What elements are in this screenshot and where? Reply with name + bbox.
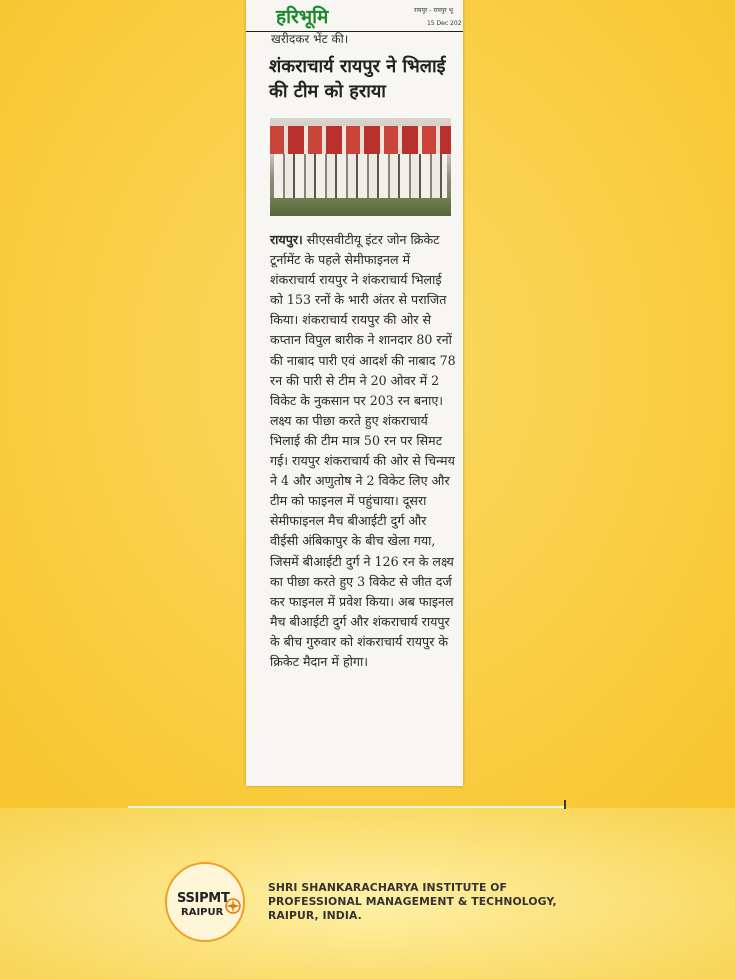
divider-line	[128, 806, 565, 808]
article-body	[270, 230, 456, 672]
institute-name-line-1: SHRI SHANKARACHARYA INSTITUTE OF	[268, 881, 508, 894]
article-text: सीएसवीटीयू इंटर जोन क्रिकेट टूर्नामेंट के पहले सेमीफाइनल में शंकराचार्य रायपुर ने शंकराचार्य भिलाई को 153 रनों के भारी अंतर से पराजित किया। शंकराचार्य रायपुर की ओर से कप्तान विपुल बारीक ने शानदार 80 रनों की नाबाद पारी एवं आदर्श की नाबाद 78 रन की पारी से टीम ने 20 ओवर में 2 विकेट के नुकसान पर 203 रन बनाए। लक्ष्य का पीछा करते हुए शंकराचार्य भिलाई की टीम मात्र 50 रन पर सिमट गई। रायपुर शंकराचार्य की ओर से चिन्मय ने 4 और अणुतोष ने 2 विकेट लिए और टीम को फाइनल में पहुंचाया। दूसरा सेमीफाइनल मैच बीआईटी दुर्ग और वीईसी अंबिकापुर के बीच खेला गया, जिसमें बीआईटी दुर्ग ने 126 रन के लक्ष्य का पीछा करते हुए 3 विकेट से जीत दर्ज कर फाइनल में प्रवेश किया। अब फाइनल मैच बीआईटी दुर्ग और शंकराचार्य रायपुर के बीच गुरुवार को शंकराचार्य रायपुर के क्रिकेट मैदान में होगा।	[270, 232, 456, 669]
previous-article-line: खरीदकर भेंट की।	[271, 32, 349, 46]
divider-tick	[564, 800, 566, 809]
lamp-emblem-icon	[224, 897, 242, 915]
team-photo	[270, 118, 451, 216]
article-dateline: रायपुर।	[270, 232, 303, 247]
newspaper-edition: रायपुर - रायपुर भू	[414, 7, 453, 14]
institute-name-line-3: RAIPUR, INDIA.	[268, 909, 362, 922]
newspaper-clipping[interactable]	[246, 0, 463, 786]
institute-name	[268, 881, 588, 923]
logo-subtitle: RAIPUR	[181, 907, 224, 918]
article-headline: शंकराचार्य रायपुर ने भिलाई की टीम को हराया	[269, 56, 446, 102]
newspaper-date: 15 Dec 202	[427, 20, 462, 27]
photo-players	[274, 154, 447, 198]
newspaper-masthead	[246, 0, 463, 32]
photo-banner	[270, 126, 451, 154]
photo-ground	[270, 198, 451, 216]
institute-name-line-2: PROFESSIONAL MANAGEMENT & TECHNOLOGY,	[268, 895, 557, 908]
logo-title: SSIPMT	[177, 891, 230, 906]
newspaper-name: हरिभूमि	[276, 6, 329, 28]
ssipmt-logo[interactable]	[165, 862, 245, 942]
